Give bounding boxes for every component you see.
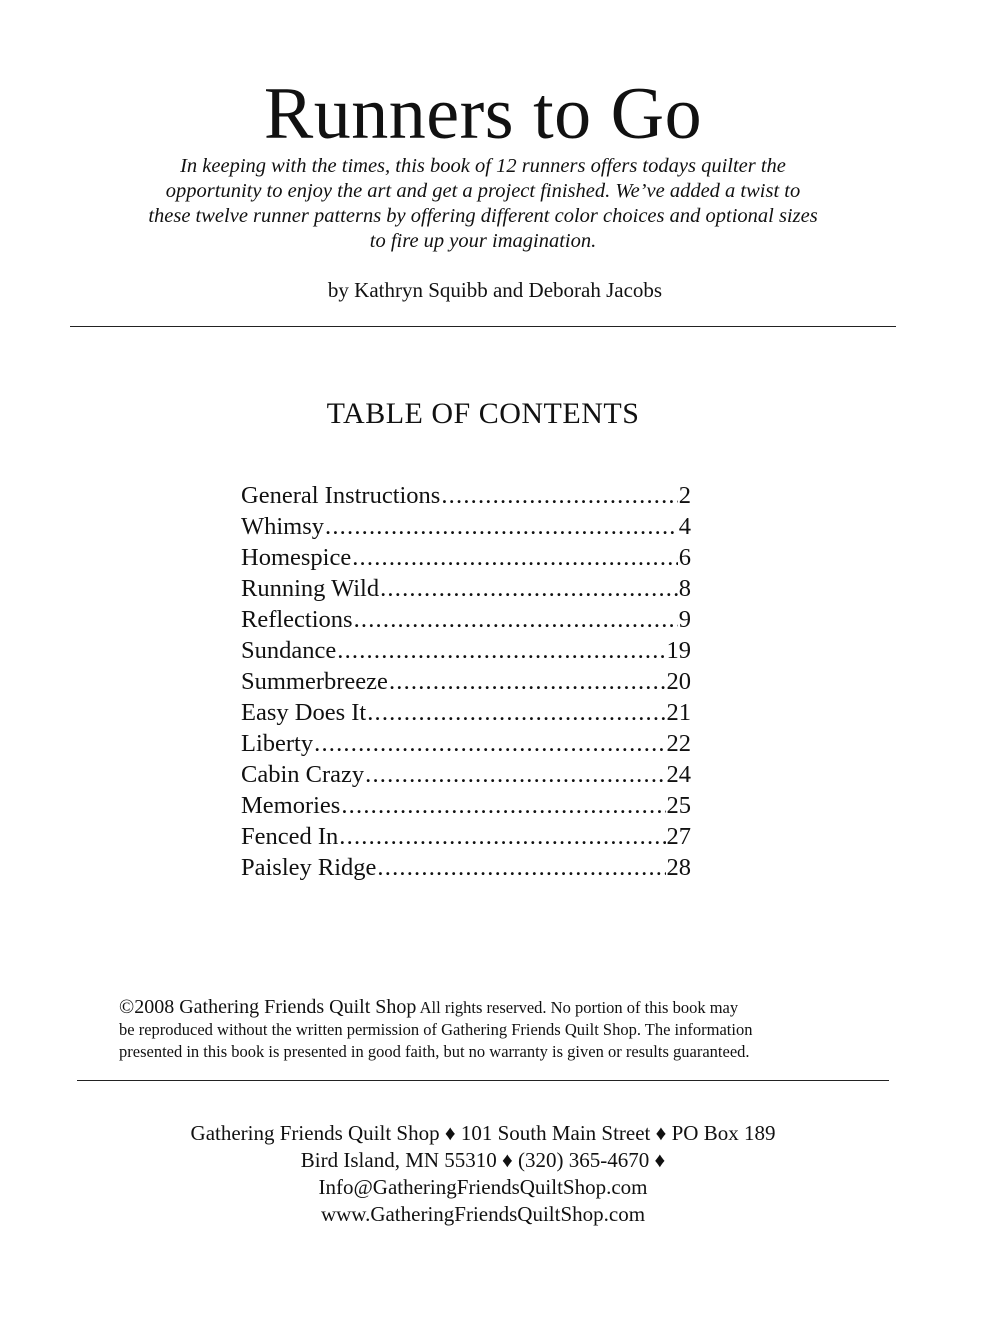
toc-entry-title: Sundance xyxy=(241,637,337,664)
toc-entry-page: 22 xyxy=(666,730,691,757)
toc-entry-page: 24 xyxy=(666,761,691,788)
toc-entry-page: 25 xyxy=(666,792,691,819)
intro-line: to fire up your imagination. xyxy=(369,230,597,252)
copyright-holder: ©2008 Gathering Friends Quilt Shop xyxy=(119,996,417,1018)
toc-entry-title: Summerbreeze xyxy=(241,668,388,695)
toc-entry-page: 8 xyxy=(678,575,691,602)
toc-entry-title: Fenced In xyxy=(241,823,339,850)
toc-entry-page: 28 xyxy=(666,854,691,881)
toc-entry-title: Whimsy xyxy=(241,513,325,540)
toc-entry-title: Homespice xyxy=(241,544,352,571)
toc-dot-leader xyxy=(365,759,665,790)
toc-dot-leader xyxy=(352,542,678,573)
top-divider xyxy=(70,326,896,327)
toc-dot-leader xyxy=(314,728,665,759)
intro-line: In keeping with the times, this book of 12 runners offers todays quilter the xyxy=(180,155,786,177)
author-byline: by Kathryn Squibb and Deborah Jacobs xyxy=(327,278,663,302)
toc-dot-leader xyxy=(441,480,677,511)
toc-entry-page: 6 xyxy=(678,544,691,571)
shop-address: Gathering Friends Quilt Shop ♦ 101 South Main Street ♦ PO Box 189 xyxy=(190,1121,776,1145)
toc-entry-page: 19 xyxy=(666,637,691,664)
toc-entry-title: Paisley Ridge xyxy=(241,854,377,881)
shop-city-phone: Bird Island, MN 55310 ♦ (320) 365-4670 ♦ xyxy=(300,1148,666,1172)
toc-dot-leader xyxy=(377,852,665,883)
copyright-line xyxy=(119,996,841,1019)
toc-entry-title: Liberty xyxy=(241,730,314,757)
toc-dot-leader xyxy=(337,635,665,666)
toc-entry xyxy=(241,759,691,790)
toc-heading: TABLE OF CONTENTS xyxy=(326,397,640,430)
intro-line: these twelve runner patterns by offering different color choices and optional sizes xyxy=(148,205,818,227)
toc-entry xyxy=(241,852,691,883)
toc-entry xyxy=(241,821,691,852)
toc-entry-title: Cabin Crazy xyxy=(241,761,365,788)
toc-entry-title: Memories xyxy=(241,792,341,819)
toc-entry-page: 4 xyxy=(678,513,691,540)
toc-entry-page: 9 xyxy=(678,606,691,633)
toc-entry xyxy=(241,697,691,728)
toc-entry xyxy=(241,635,691,666)
toc-dot-leader xyxy=(339,821,665,852)
shop-website: www.GatheringFriendsQuiltShop.com xyxy=(320,1202,646,1226)
bottom-divider xyxy=(77,1080,889,1081)
toc-entry-page: 27 xyxy=(666,823,691,850)
copyright-line: be reproduced without the written permission of Gathering Friends Quilt Shop. The information xyxy=(119,1020,753,1039)
toc-entry-title: General Instructions xyxy=(241,482,441,509)
copyright-text: All rights reserved. No portion of this book may xyxy=(416,998,739,1017)
toc-entry-title: Running Wild xyxy=(241,575,380,602)
toc-dot-leader xyxy=(341,790,665,821)
toc-dot-leader xyxy=(354,604,678,635)
toc-entry xyxy=(241,480,691,511)
toc-entry-title: Reflections xyxy=(241,606,353,633)
toc-entry xyxy=(241,666,691,697)
toc-dot-leader xyxy=(389,666,666,697)
toc-entry-page: 20 xyxy=(666,668,691,695)
book-title: Runners to Go xyxy=(263,73,703,155)
shop-email: Info@GatheringFriendsQuiltShop.com xyxy=(318,1175,648,1199)
toc-list xyxy=(241,480,691,883)
intro-paragraph xyxy=(110,154,856,254)
copyright-line: presented in this book is presented in good faith, but no warranty is given or results guaranteed. xyxy=(119,1042,750,1061)
toc-entry xyxy=(241,542,691,573)
toc-entry xyxy=(241,573,691,604)
toc-entry-title: Easy Does It xyxy=(241,699,367,726)
toc-entry xyxy=(241,728,691,759)
toc-dot-leader xyxy=(380,573,678,604)
toc-dot-leader xyxy=(325,511,678,542)
copyright-notice xyxy=(119,996,841,1063)
toc-entry-page: 2 xyxy=(678,482,691,509)
toc-entry-page: 21 xyxy=(666,699,691,726)
toc-dot-leader xyxy=(367,697,665,728)
toc-entry xyxy=(241,790,691,821)
intro-line: opportunity to enjoy the art and get a project finished. We’ve added a twist to xyxy=(165,180,801,202)
toc-entry xyxy=(241,604,691,635)
shop-contact xyxy=(0,1120,966,1228)
toc-entry xyxy=(241,511,691,542)
